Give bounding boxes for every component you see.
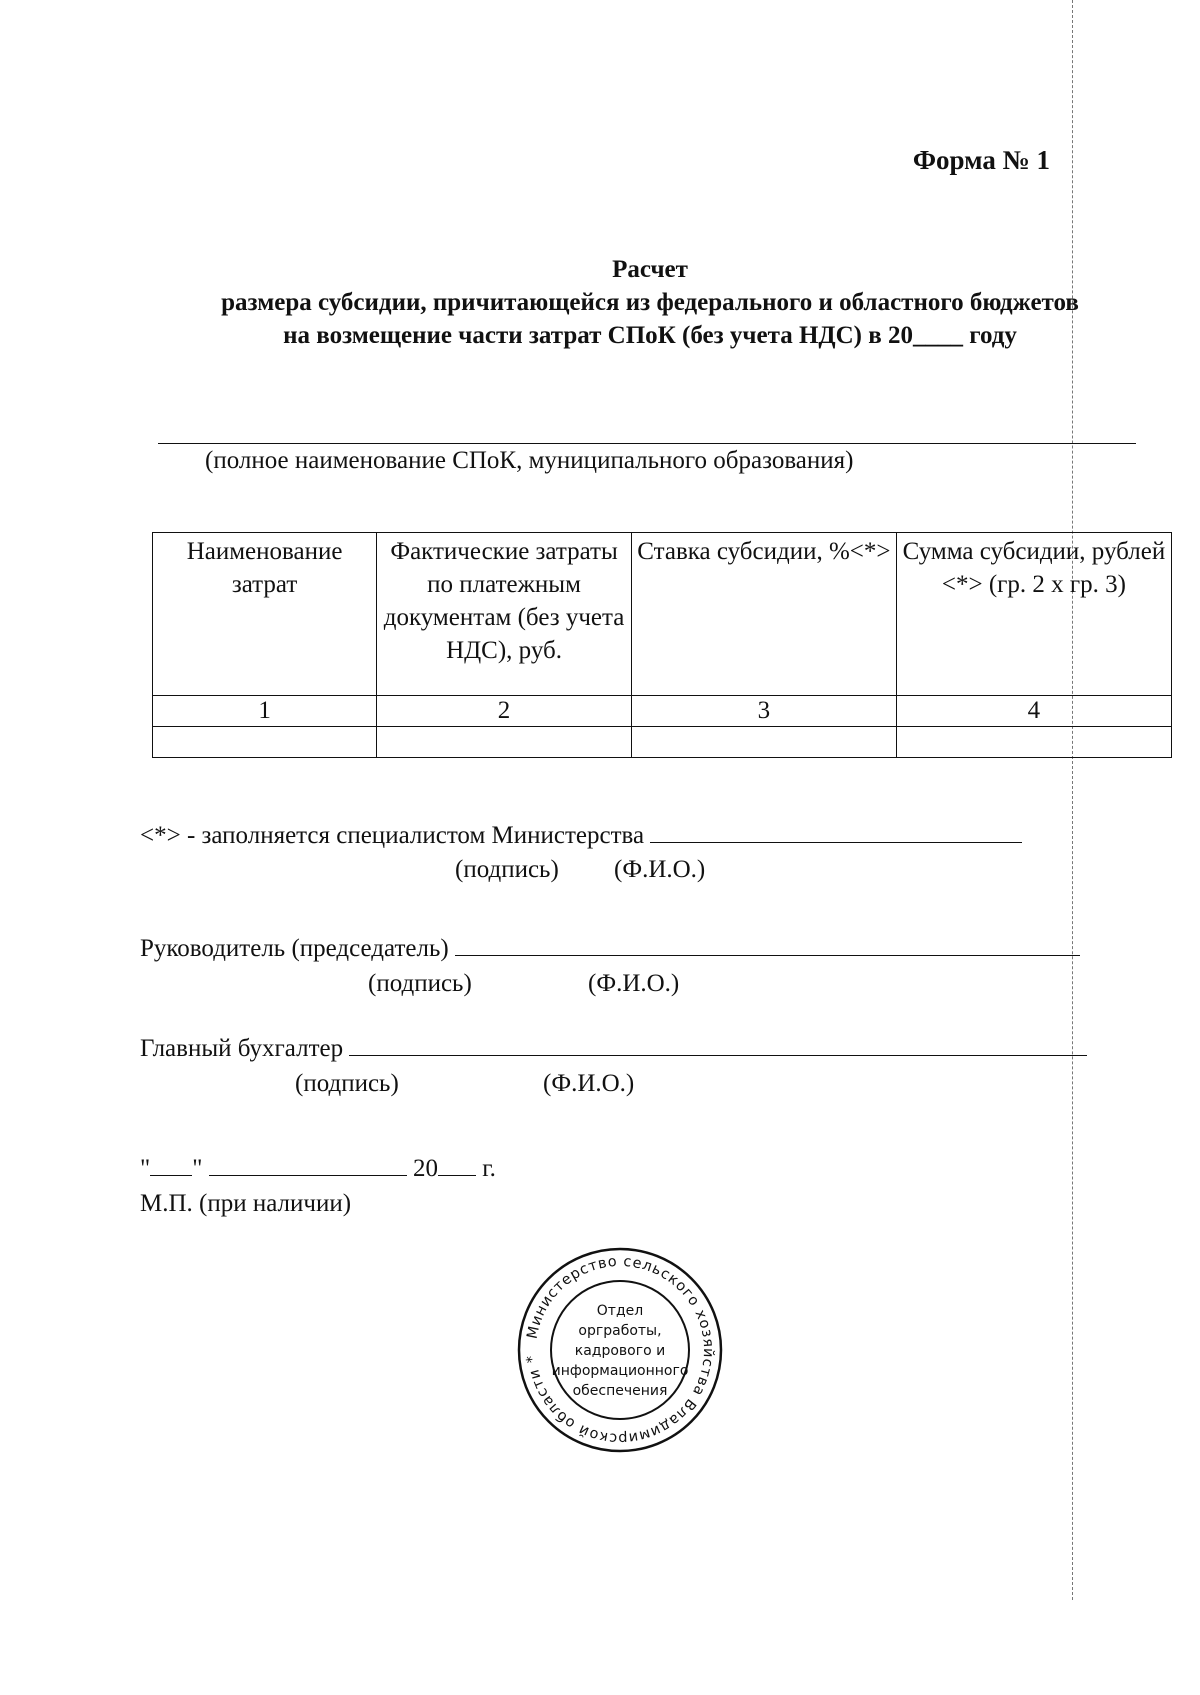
year-suffix: г.: [482, 1155, 496, 1182]
date-open-quote: ": [140, 1155, 151, 1182]
header-cell: Наименование затрат: [153, 533, 377, 696]
footnote-name-caption: (Ф.И.О.): [614, 856, 706, 883]
footnote-row: [140, 822, 1022, 850]
footnote-text: <*> - заполняется специалистом Министерства: [140, 822, 645, 849]
stamp-center-line: оргработы,: [578, 1323, 662, 1339]
cut-line: [1072, 0, 1073, 1600]
column-number: 2: [377, 696, 632, 727]
footnote-signature-caption: (подпись): [455, 856, 559, 883]
stamp-center-line: Отдел: [596, 1303, 644, 1319]
accountant-signature-caption: (подпись): [295, 1070, 399, 1097]
accountant-signature-line: [349, 1035, 1087, 1056]
header-cell: Фактические затраты по платежным документам (без учета НДС), руб.: [377, 533, 632, 696]
accountant-row: [140, 1035, 1087, 1063]
table-cell: [377, 727, 632, 758]
document-title: [0, 253, 1200, 352]
stamp-center-text: [552, 1303, 689, 1399]
year-line: [438, 1155, 476, 1176]
subsidy-table: [152, 532, 1172, 758]
footnote-signature-line: [650, 822, 1022, 843]
header-cell: Сумма субсидии, рублей <*> (гр. 2 х гр. 3): [896, 533, 1171, 696]
accountant-label: Главный бухгалтер: [140, 1035, 344, 1062]
header-cell: Ставка субсидии, %<*>: [631, 533, 896, 696]
head-row: [140, 935, 1080, 963]
org-name-caption: (полное наименование СПоК, муниципального образования): [205, 447, 854, 474]
date-row: [140, 1155, 496, 1183]
title-line-3: на возмещение части затрат СПоК (без учета НДС) в 20____ году: [283, 322, 1017, 349]
table-cell: [631, 727, 896, 758]
table-header-row: [153, 533, 1172, 696]
head-label: Руководитель (председатель): [140, 935, 449, 962]
head-signature-caption: (подпись): [368, 970, 472, 997]
stamp-center-line: обеспечения: [572, 1383, 668, 1399]
accountant-name-caption: (Ф.И.О.): [543, 1070, 635, 1097]
stamp-center-line: кадрового и: [574, 1343, 666, 1359]
head-signature-line: [455, 935, 1080, 956]
column-number: 4: [896, 696, 1171, 727]
table-row: [153, 727, 1172, 758]
column-number: 3: [631, 696, 896, 727]
form-number: Форма № 1: [912, 145, 1050, 175]
head-name-caption: (Ф.И.О.): [588, 970, 680, 997]
table-cell: [153, 727, 377, 758]
stamp-center-line: информационного: [551, 1363, 689, 1379]
column-number: 1: [153, 696, 377, 727]
table-number-row: [153, 696, 1172, 727]
org-name-line: [158, 443, 1136, 444]
seal-place: М.П. (при наличии): [140, 1190, 352, 1217]
title-line-2: размера субсидии, причитающейся из федерального и областного бюджетов: [221, 289, 1079, 316]
date-close-quote: ": [192, 1155, 203, 1182]
organization-stamp: [515, 1245, 725, 1455]
title-line-1: Расчет: [612, 256, 688, 283]
day-line: [150, 1155, 192, 1176]
stamp-ring-text: Министерство сельского хозяйства Владимирской области *: [524, 1253, 717, 1447]
table-cell: [896, 727, 1171, 758]
month-line: [209, 1155, 407, 1176]
year-prefix: 20: [412, 1155, 438, 1182]
